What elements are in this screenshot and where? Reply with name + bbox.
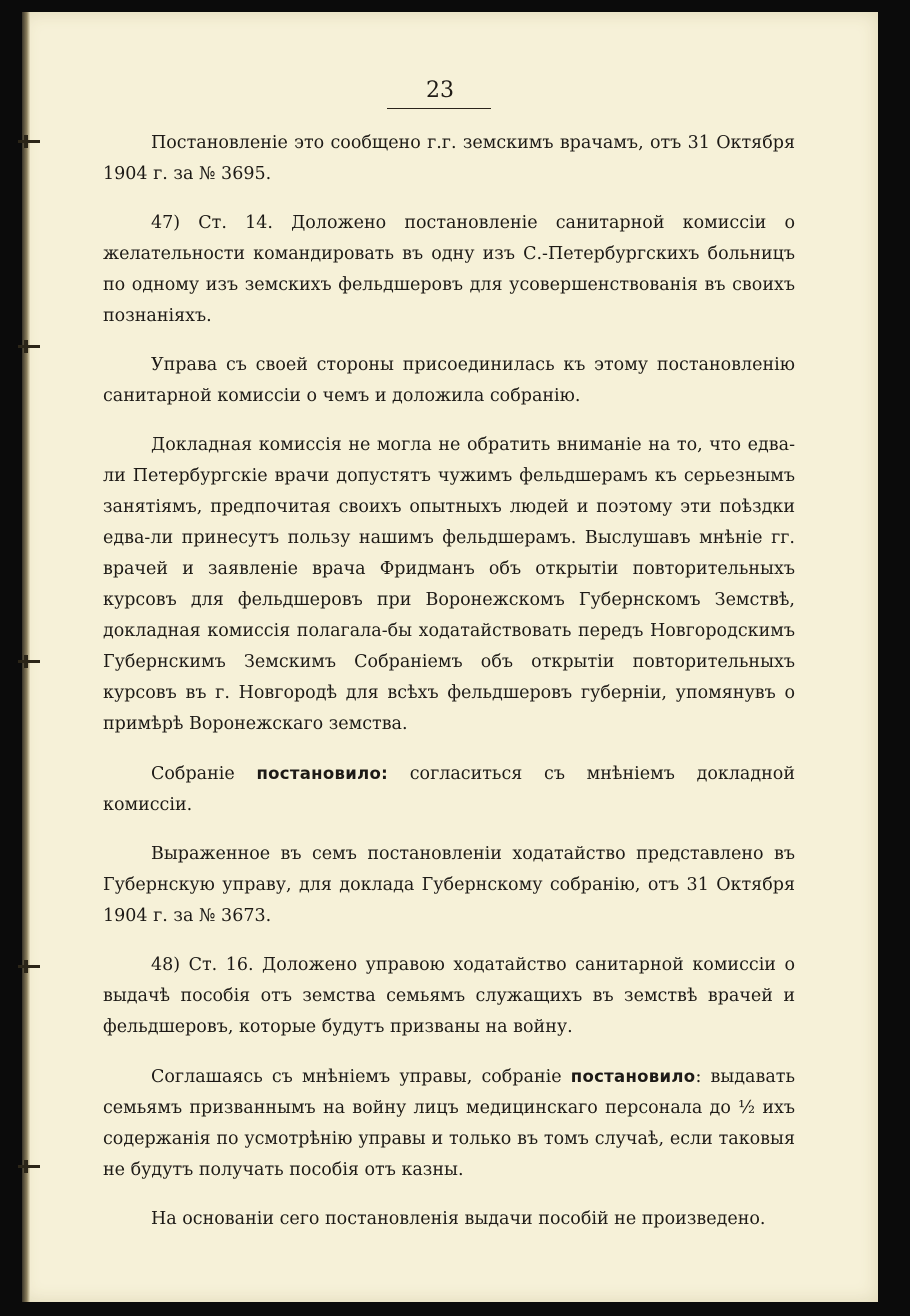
binding-stitch <box>18 140 40 143</box>
paragraph-48: 48) Ст. 16. Доложено управою ходатайство санитарной комиссіи о выдачѣ пособія отъ земства семьямъ служащихъ въ земствѣ врачей и фельдшеровъ, которые будутъ призваны на войну. <box>103 955 795 1037</box>
resolution-2-after: : выдавать семьямъ призваннымъ на войну лицъ медицинскаго персонала до ½ ихъ содержанія по усмотрѣнію управы и только въ томъ случаѣ, если таковыя не будутъ получать пособія отъ казны. <box>103 1067 795 1180</box>
binding-stitch <box>18 345 40 348</box>
page-number: 23 <box>426 78 454 103</box>
paragraph-1: Постановленіе это сообщено г.г. земскимъ врачамъ, отъ 31 Октября 1904 г. за № 3695. <box>103 133 795 184</box>
paragraph-hodataystvo: Выраженное въ семъ постановленіи ходатайство представлено въ Губернскую управу, для доклада Губернскому собранію, отъ 31 Октября 1904 г. за № 3673. <box>103 844 795 926</box>
paragraph-final: На основаніи сего постановленія выдачи пособій не произведено. <box>151 1209 766 1229</box>
resolution-1-keyword: постановило: <box>256 764 389 783</box>
document-body <box>103 128 795 1253</box>
binding-stitch <box>18 965 40 968</box>
resolution-2-before: Соглашаясь съ мнѣніемъ управы, собраніе <box>151 1067 571 1087</box>
paragraph-resolution-2 <box>103 1061 795 1186</box>
resolution-1-after: согласиться съ мнѣніемъ докладной комиссіи. <box>103 764 796 815</box>
paragraph-47: 47) Ст. 14. Доложено постановленіе санитарной комиссіи о желательности командировать въ одну изъ С.-Петербургскихъ больницъ по одному изъ земскихъ фельдшеровъ для усовершенствованія въ своихъ познаніяхъ. <box>103 213 795 326</box>
paragraph-uprava: Управа съ своей стороны присоединилась къ этому постановленію санитарной комиссіи о чемъ и доложила собранію. <box>103 355 795 406</box>
paragraph-resolution-1 <box>103 758 795 821</box>
resolution-1-before: Собраніе <box>151 764 257 784</box>
binding-stitch <box>18 1165 40 1168</box>
page-number-rule <box>387 108 491 109</box>
paragraph-komissiya: Докладная комиссія не могла не обратить вниманіе на то, что едва-ли Петербургскіе врачи допустятъ чужимъ фельдшерамъ къ серьезнымъ занятіямъ, предпочитая своихъ опытныхъ людей и поэтому эти поѣздки едва-ли принесутъ пользу нашимъ фельдшерамъ. Выслушавъ мнѣніе гг. врачей и заявленіе врача Фридманъ объ открытіи повторительныхъ курсовъ для фельдшеровъ при Воронежскомъ Губернскомъ Земствѣ, докладная комиссія полагала-бы ходатайствовать передъ Новгородскимъ Губернскимъ Земскимъ Собраніемъ объ открытіи повторительныхъ курсовъ въ г. Новгородѣ для всѣхъ фельдшеровъ губерніи, упомянувъ о примѣрѣ Воронежскаго земства. <box>103 435 795 734</box>
binding-stitch <box>18 660 40 663</box>
resolution-2-keyword: постановило <box>570 1067 696 1086</box>
